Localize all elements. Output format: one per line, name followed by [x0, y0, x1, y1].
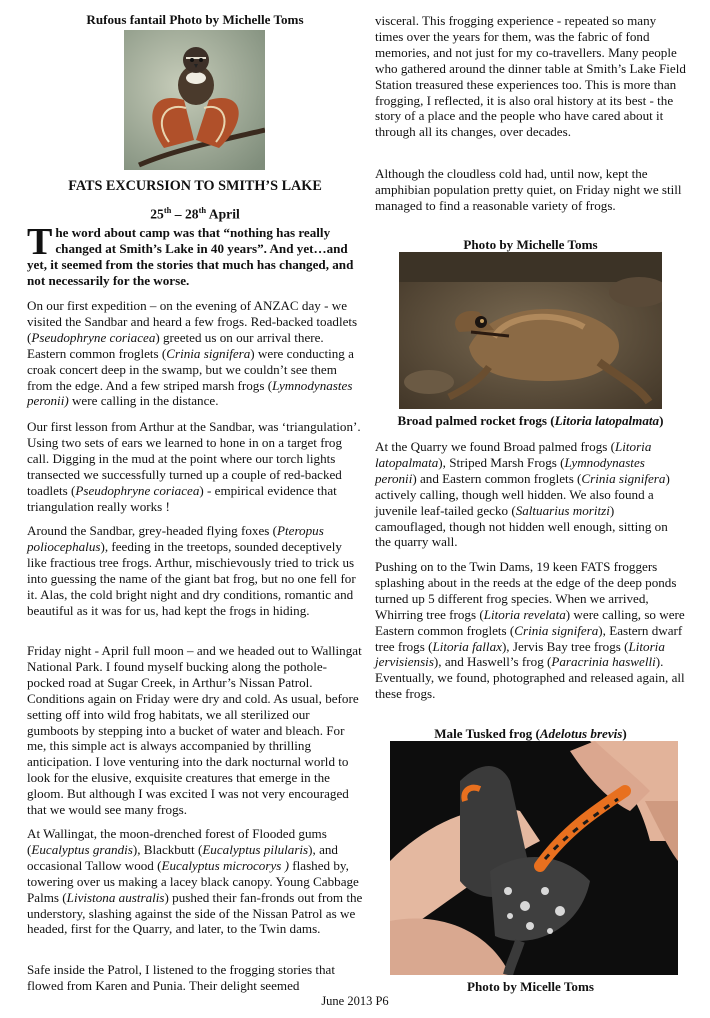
- drop-cap: T: [27, 221, 53, 263]
- lead-paragraph: he word about camp was that “nothing has really changed at Smith’s Lake in 40 years”. And yet…and yet, it seemed from the stories that much has changed, and not necessarily for the worse.: [27, 225, 354, 288]
- paragraph-triangulation: Our first lesson from Arthur at the Sandbar, was ‘triangulation’. Using two sets of ears we learned to hone in on a target frog call. Digging in the mud at the point where our torch lights transected we successfully turned up a couple of red-backed toadlets (Pseudophryne coriacea) - empirical evidence that triangulation really works !: [27, 419, 361, 514]
- tusked-frog-image: [390, 741, 678, 975]
- paragraph-wallingat: At Wallingat, the moon-drenched forest of Flooded gums (Eucalyptus grandis), Blackbutt (Eucalyptus pilularis), and occasional Tallow wood (Eucalyptus microcorys ) flashed by, towering over us making a lacey black canopy. Young Cabbage Palms (Livistona australis) pushed their fan-fronds out from the understory, slashing against the side of the Nissan Patrol as we headed, first for the Quarry, and later, to the Twin dams.: [27, 826, 363, 937]
- paragraph-friday-night: Friday night - April full moon – and we headed out to Wallingat National Park. I found myself bucking along the pothole-pocked road at Sugar Creek, in Arthur’s Nissan Patrol. Conditions again on Friday were dry and cold. As usual, before setting off into wild frog habitats, we all sterilized our gumboots by stepping into a bucket of water and bleach. For me, this simple act is always accompanied by thrilling anticipation. I love venturing into the dark nocturnal world to look for the elusive, exquisite creatures that emerge in the gloom. But although I was excited I was not very encouraged that we would see many frogs.: [27, 643, 362, 818]
- tusked-frog-photo-credit: Photo by Micelle Toms: [467, 979, 594, 994]
- paragraph-first-expedition: On our first expedition – on the evening of ANZAC day - we visited the Sandbar and heard a few frogs. Red-backed toadlets (Pseudophryne coriacea) greeted us on our arrival there. Eastern common froglets (Crinia signifera) were conducting a croak concert deep in the swamp, but we couldn’t see them from the edge. And a few striped marsh frogs (Lymnodynastes peronii) were calling in the distance.: [27, 298, 358, 409]
- broad-palmed-frog-photo: [399, 252, 662, 409]
- frog-photo-credit: Photo by Michelle Toms: [463, 237, 598, 252]
- tusked-frog-caption: Male Tusked frog (Adelotus brevis): [434, 726, 627, 741]
- article-date: 25th – 28th April: [150, 205, 240, 222]
- fantail-photo-caption: Rufous fantail Photo by Michelle Toms: [86, 12, 304, 27]
- paragraph-cloudless-cold: Although the cloudless cold had, until now, kept the amphibian population pretty quiet, on Friday night we still managed to find a reasonable variety of frogs.: [375, 166, 682, 213]
- broad-palmed-frog-caption: Broad palmed rocket frogs (Litoria latopalmata): [397, 413, 664, 428]
- paragraph-twin-dams: Pushing on to the Twin Dams, 19 keen FATS froggers splashing about in the reeds at the edge of the deep ponds turned up 5 different frog species. When we arrived, Whirring tree frogs (Litoria revelata) were calling, so were Eastern common froglets (Crinia signifera), Eastern dwarf tree frogs (Litoria fallax), Jervis Bay tree frogs (Litoria jervisiensis), and Haswell’s frog (Paracrinia haswelli). Eventually, we found, photographed and released again, all these frogs.: [375, 559, 685, 702]
- paragraph-flying-foxes: Around the Sandbar, grey-headed flying foxes (Pteropus poliocephalus), feeding in the treetops, sounded deceptively like fractious tree frogs. Arthur, mischievously tried to trick us into guessing the name of the giant bat frog, but no one fell for it. Alas, the cold bright night and dry conditions, romantic and beautiful as it was for us, had kept the frogs in hiding.: [27, 523, 356, 618]
- page-footer: June 2013 P6: [321, 994, 389, 1008]
- tusked-frog-photo: [390, 741, 678, 975]
- broad-palmed-frog-image: [399, 252, 662, 409]
- rufous-fantail-image: [124, 30, 265, 170]
- article-lead: [27, 221, 363, 289]
- paragraph-visceral: visceral. This frogging experience - repeated so many times over the years for them, was the fabric of fond memories, and not just for my co-travellers. Many people who gathered around the dinner table at Smith’s Lake Field Station treasured these experiences too. This is more than frogging, I reflected, it is also oral history at its best - the story of a place and the people who have cared about it through all its changes, over decades.: [375, 13, 686, 140]
- rufous-fantail-photo: [124, 30, 265, 170]
- article-title: FATS EXCURSION TO SMITH’S LAKE: [68, 178, 322, 194]
- paragraph-safe-inside: Safe inside the Patrol, I listened to the frogging stories that flowed from Karen and Punia. Their delight seemed: [27, 962, 336, 993]
- paragraph-quarry: At the Quarry we found Broad palmed frogs (Litoria latopalmata), Striped Marsh Frogs (Lymnodynastes peronii) and Eastern common froglets (Crinia signifera) actively calling, though well hidden. We also found a juvenile leaf-tailed gecko (Saltuarius moritzi) camouflaged, though not hidden well enough, sitting on the quarry wall.: [375, 439, 670, 550]
